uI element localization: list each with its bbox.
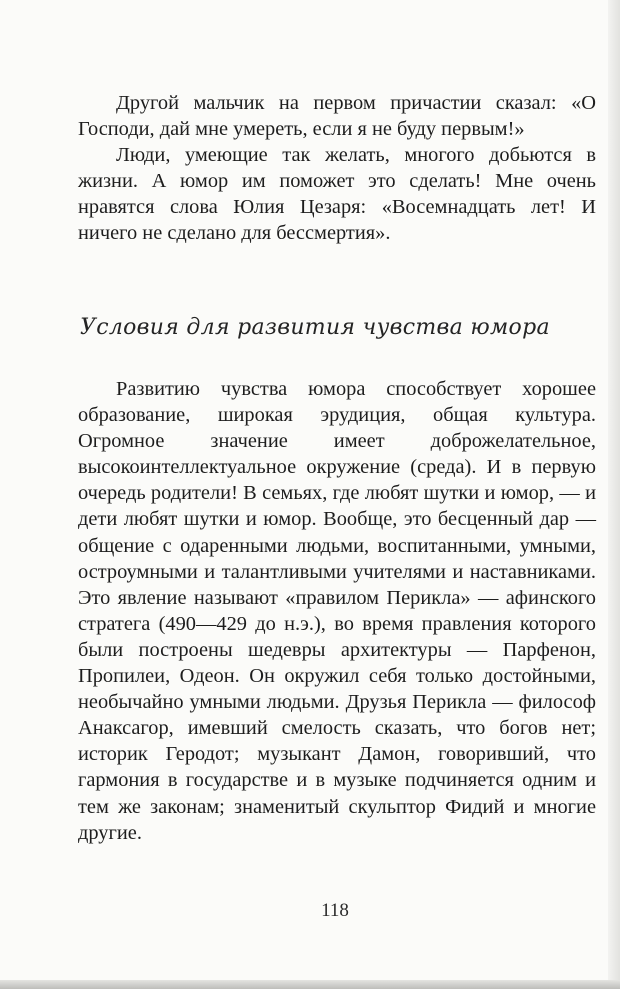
paragraph-caesar-quote: Люди, умеющие так желать, многого добьются в жизни. А юмор им поможет это сделать! Мне очень нравятся слова Юлия Цезаря: «Восемнадцать лет! И ничего не сделано для бессмертия». (78, 144, 596, 245)
section-heading: Условия для развития чувства юмора (80, 315, 550, 340)
bottom-text-block (78, 376, 596, 846)
paragraph-first-communion: Другой мальчик на первом причастии сказал: «О Господи, дай мне умереть, если я не буду первым!» (78, 92, 596, 141)
page-edge-shadow (608, 0, 620, 989)
page-bottom-edge (0, 980, 620, 989)
paragraph-pericles: Развитию чувства юмора способствует хорошее образование, широкая эрудиция, общая культура. Огромное значение имеет доброжелательное, высокоинтеллектуальное окружение (среда). И в первую очередь родители! В семьях, где любят шутки и юмор, — и дети любят шутки и юмор. Вообще, это бесценный дар — общение с одаренными людьми, воспитанными, умными, остроумными и талантливыми учителями и наставниками. Это явление называют «правилом Перикла» — афинского стратега (490—429 до н.э.), во время правления которого были построены шедевры архитектуры — Парфенон, Пропилеи, Одеон. Он окружил себя только достойными, необычайно умными людьми. Друзья Перикла — философ Анаксагор, имевший смелость сказать, что богов нет; историк Геродот; музыкант Дамон, говоривший, что гармония в государстве и в музыке подчиняется одним и тем же законам; знаменитый скульптор Фидий и многие другие. (78, 378, 596, 844)
page-number: 118 (321, 900, 349, 921)
top-text-block (78, 90, 596, 247)
